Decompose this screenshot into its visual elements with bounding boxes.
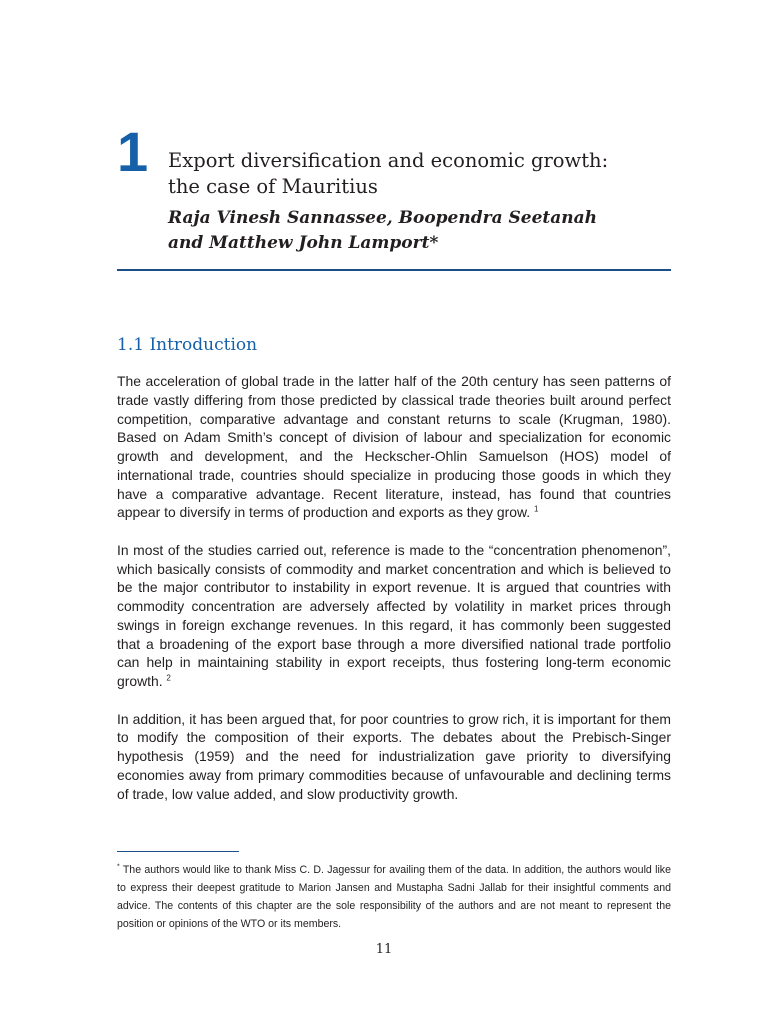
- authors-line: Raja Vinesh Sannassee, Boopendra Seetanah: [168, 208, 598, 228]
- chapter-authors: [168, 206, 688, 256]
- paragraph-text: The acceleration of global trade in the latter half of the 20th century has seen patterns of trade vastly differing from those predicted by classical trade theories built around perfect competition, comparative advantage and constant returns to scale (Krugman, 1980). Based on Adam Smith’s concept of division of labour and specialization for economic growth and development, and the Heckscher-Ohlin Samuelson (HOS) model of international trade, countries should specialize in producing those goods in which they have a comparative advantage. Recent literature, instead, has found that countries appear to diversify in terms of production and exports as they grow.: [117, 373, 671, 521]
- header-divider: [117, 269, 671, 271]
- paragraph-text: In most of the studies carried out, reference is made to the “concentration phenomenon”, which basically consists of commodity and market concentration and which is believed to be the major contributor to instability in export revenue. It is argued that countries with commodity concentration are adversely affected by volatility in market prices through swings in foreign exchange revenues. In this regard, it has commonly been suggested that a broadening of the export base through a more diversified national trade portfolio can help in maintaining stability in export receipts, thus fostering long-term economic growth.: [117, 541, 671, 689]
- chapter-title-line: the case of Mauritius: [168, 175, 378, 198]
- chapter-title-line: Export diversification and economic growth:: [168, 149, 609, 172]
- chapter-title: [168, 148, 688, 200]
- footnote-reference[interactable]: 1: [533, 504, 539, 514]
- paragraph: [117, 710, 671, 804]
- footnote-text: The authors would like to thank Miss C. D. Jagessur for availing them of the data. In addition, the authors would like to express their deepest gratitude to Marion Jansen and Mustapha Sadni Jallab for their insightful comments and advice. The contents of this chapter are the sole responsibility of the authors and are not meant to represent the position or opinions of the WTO or its members.: [117, 864, 671, 930]
- paragraph: [117, 372, 671, 522]
- page-number: 11: [375, 942, 393, 957]
- footnote: [117, 861, 671, 933]
- section-heading: 1.1 Introduction: [117, 335, 258, 355]
- authors-line: and Matthew John Lamport*: [168, 233, 439, 253]
- footnote-reference[interactable]: 2: [166, 673, 171, 683]
- body-text: [117, 372, 671, 803]
- paragraph: [117, 541, 671, 691]
- footnote-marker: *: [117, 863, 120, 871]
- paragraph-text: In addition, it has been argued that, for poor countries to grow rich, it is important for them to modify the composition of their exports. The debates about the Prebisch-Singer hypothesis (1959) and the need for industrialization gave priority to diversifying economies away from primary commodities because of unfavourable and declining terms of trade, low value added, and slow productivity growth.: [117, 710, 671, 802]
- chapter-number: 1: [117, 120, 147, 183]
- footnote-divider: [117, 851, 239, 852]
